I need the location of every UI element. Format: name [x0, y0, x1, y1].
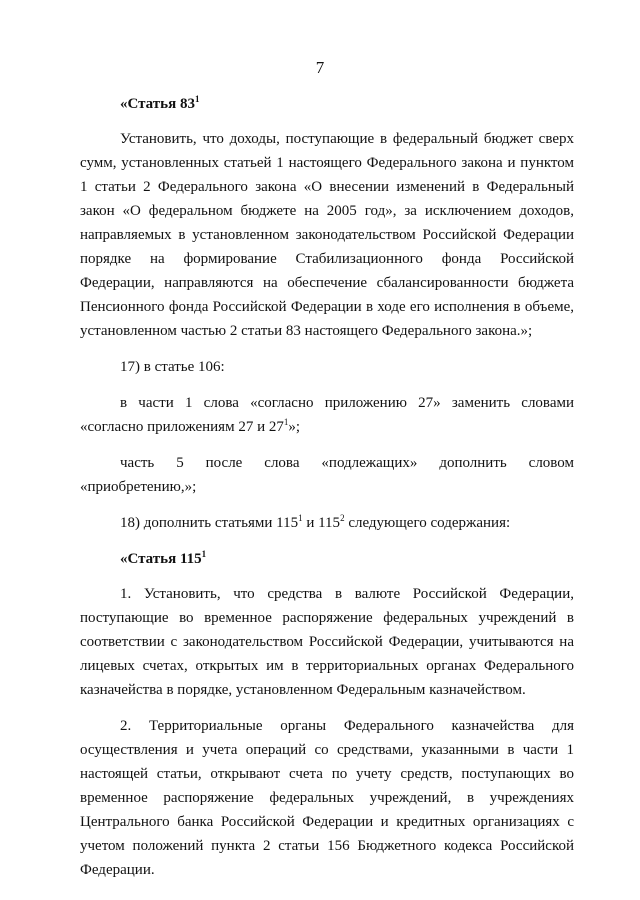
page-number: 7 [315, 58, 325, 77]
item-17-part-5: часть 5 после слова «подлежащих» дополнить словом «приобретению,»; [80, 455, 574, 495]
article-83-heading-sup: 1 [194, 94, 200, 104]
item-18-text-c: следующего содержания: [344, 515, 511, 531]
item-17-part-1-sup: 1 [283, 417, 289, 427]
item-17: 17) в статье 106: [120, 359, 225, 375]
item-18 [80, 511, 574, 535]
article-115-part-2: 2. Территориальные органы Федерального казначейства для осуществления и учета операций со средствами, указанными в части 1 настоящей статьи, открывают счета по учету средств, поступающих во временное распоряжение федеральных учреждений, в учреждениях Центрального банка Российской Федерации и кредитных организациях с учетом положений пункта 2 статьи 156 Бюджетного кодекса Российской Федерации. [80, 718, 574, 878]
item-18-sup-2: 2 [340, 513, 345, 523]
item-18-text-a: 18) дополнить статьями 115 [120, 515, 299, 531]
article-83-body: Установить, что доходы, поступающие в федеральный бюджет сверх сумм, установленных статьей 1 настоящего Федерального закона и пунктом 1 статьи 2 Федерального закона «О внесении изменений в Федеральный закон «О федеральном бюджете на 2005 год», за исключением доходов, направляемых в установленном законодательством Российской Федерации порядке на формирование Стабилизационного фонда Российской Федерации, направляются на обеспечение сбалансированности бюджета Пенсионного фонда Российской Федерации в ходе его исполнения в объеме, установленном частью 2 статьи 83 настоящего Федерального закона.»; [80, 131, 574, 339]
article-115-heading [120, 547, 574, 571]
article-83-heading [120, 92, 574, 116]
article-83-heading-text: «Статья 83 [120, 96, 195, 112]
item-17-part-1-text: в части 1 слова «согласно приложению 27» заменить словами «согласно приложениям 27 и 27 [80, 395, 574, 435]
article-115-heading-text: «Статья 115 [120, 551, 202, 567]
article-115-part-1: 1. Установить, что средства в валюте Российской Федерации, поступающие во временное распоряжение федеральных учреждений в соответствии с законодательством Российской Федерации, учитываются на лицевых счетах, открытых им в территориальных органах Федерального казначейства в порядке, установленном Федеральным казначейством. [80, 586, 574, 698]
item-18-text-b: и 115 [302, 515, 341, 531]
item-18-sup-1: 1 [298, 513, 303, 523]
item-17-part-1 [80, 391, 574, 439]
document-body [80, 92, 574, 894]
item-17-part-1-tail: »; [288, 419, 301, 435]
article-115-heading-sup: 1 [201, 549, 207, 559]
